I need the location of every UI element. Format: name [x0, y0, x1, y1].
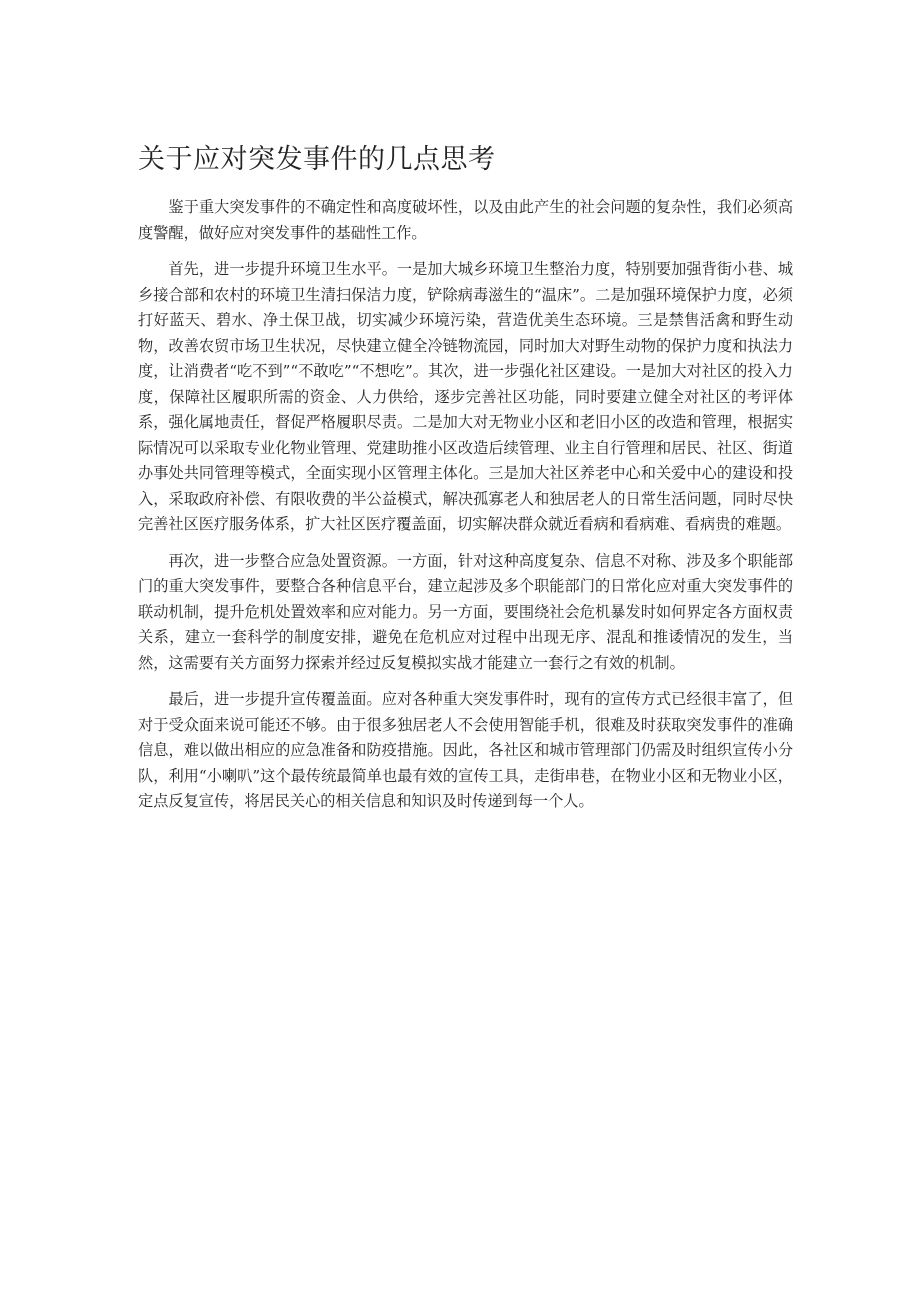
paragraph-publicity: 最后，进一步提升宣传覆盖面。应对各种重大突发事件时，现有的宣传方式已经很丰富了，但对于受众面来说可能还不够。由于很多独居老人不会使用智能手机，很难及时获取突发事件的准确信息，难以做出相应的应急准备和防疫措施。因此，各社区和城市管理部门仍需及时组织宣传小分队，利用“小喇叭”这个最传统最简单也最有效的宣传工具，走街串巷，在物业小区和无物业小区，定点反复宣传，将居民关心的相关信息和知识及时传递到每一个人。 [138, 690, 793, 810]
document-title: 关于应对突发事件的几点思考 [138, 144, 496, 175]
document-body [138, 195, 793, 826]
paragraph-environment-and-community: 首先，进一步提升环境卫生水平。一是加大城乡环境卫生整治力度，特别要加强背街小巷、城乡接合部和农村的环境卫生清扫保洁力度，铲除病毒滋生的“温床”。二是加强环境保护力度，必须打好蓝天、碧水、净土保卫战，切实减少环境污染，营造优美生态环境。三是禁售活禽和野生动物，改善农贸市场卫生状况，尽快建立健全冷链物流园，同时加大对野生动物的保护力度和执法力度，让消费者“吃不到”“不敢吃”“不想吃”。其次，进一步强化社区建设。一是加大对社区的投入力度，保障社区履职所需的资金、人力供给，逐步完善社区功能，同时要建立健全对社区的考评体系，强化属地责任，督促严格履职尽责。二是加大对无物业小区和老旧小区的改造和管理，根据实际情况可以采取专业化物业管理、党建助推小区改造后续管理、业主自行管理和居民、社区、街道办事处共同管理等模式，全面实现小区管理主体化。三是加大社区养老中心和关爱中心的建设和投入，采取政府补偿、有限收费的半公益模式，解决孤寡老人和独居老人的日常生活问题，同时尽快完善社区医疗服务体系，扩大社区医疗覆盖面，切实解决群众就近看病和看病难、看病贵的难题。 [138, 260, 793, 533]
paragraph-intro: 鉴于重大突发事件的不确定性和高度破坏性，以及由此产生的社会问题的复杂性，我们必须高度警醒，做好应对突发事件的基础性工作。 [138, 198, 793, 242]
paragraph-emergency-resources: 再次，进一步整合应急处置资源。一方面，针对这种高度复杂、信息不对称、涉及多个职能部门的重大突发事件，要整合各种信息平台，建立起涉及多个职能部门的日常化应对重大突发事件的联动机制，提升危机处置效率和应对能力。另一方面，要围绕社会危机暴发时如何界定各方面权责关系，建立一套科学的制度安排，避免在危机应对过程中出现无序、混乱和推诿情况的发生，当然，这需要有关方面努力探索并经过反复模拟实战才能建立一套行之有效的机制。 [138, 551, 793, 672]
